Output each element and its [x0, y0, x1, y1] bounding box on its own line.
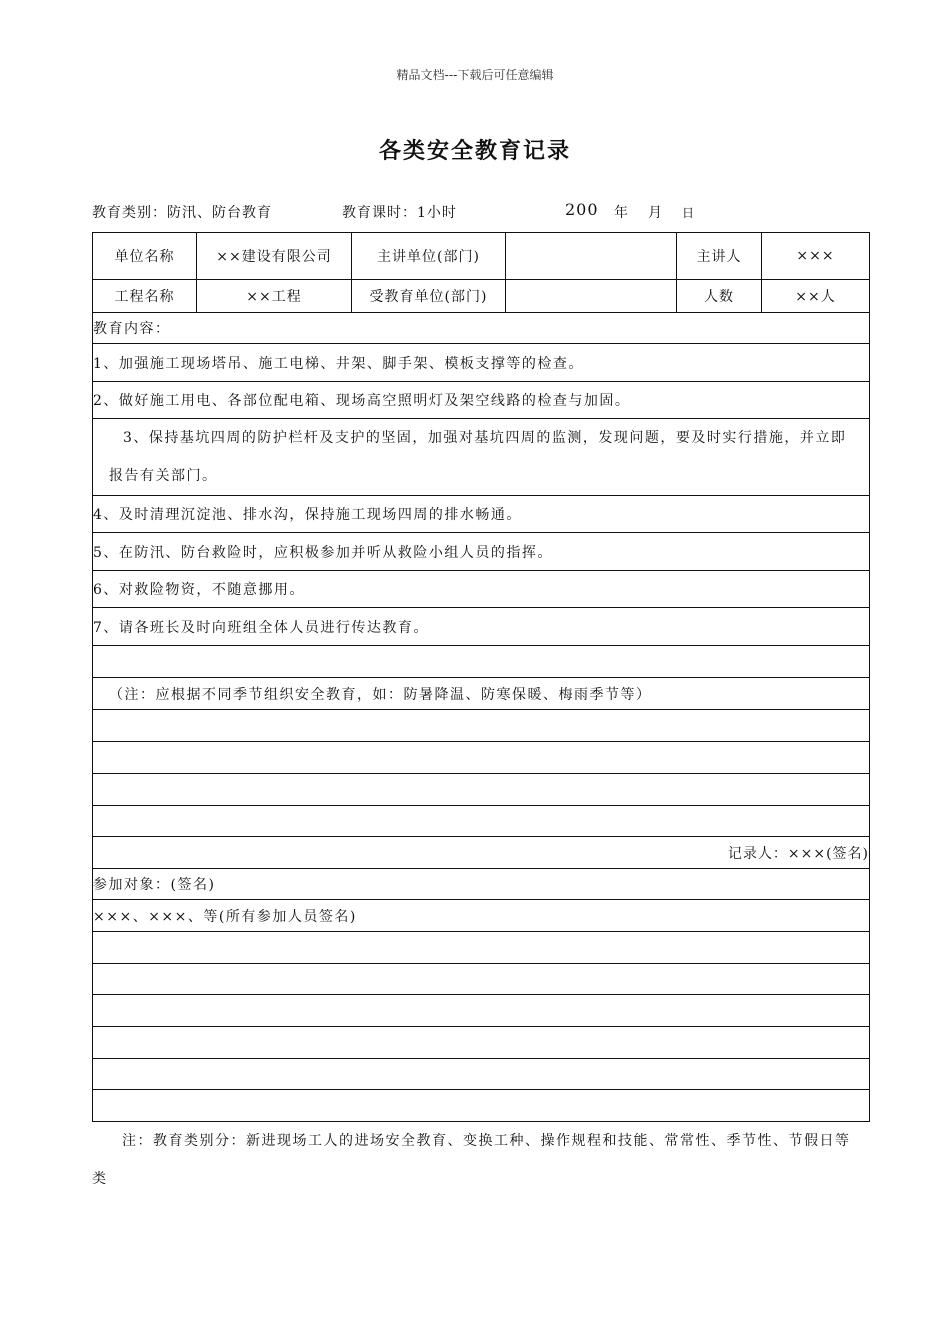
- table-row: [93, 806, 870, 837]
- table-row: [93, 608, 870, 646]
- blank-cell: [93, 646, 870, 678]
- content-item-3-cell: [93, 419, 870, 496]
- table-row: [93, 900, 870, 932]
- blank-cell: [93, 932, 870, 964]
- seasonal-note: （注：应根据不同季节组织安全教育，如：防暑降温、防寒保暖、梅雨季节等）: [93, 678, 870, 710]
- trainee-unit-label: 受教育单位(部门): [352, 280, 506, 313]
- content-item-6: 6、对救险物资，不随意挪用。: [93, 571, 870, 608]
- content-item-4: 4、及时清理沉淀池、排水沟，保持施工现场四周的排水畅通。: [93, 496, 870, 533]
- participants-label: 参加对象：(签名): [93, 869, 870, 900]
- blank-cell: [93, 1027, 870, 1059]
- content-item-3: 3、保持基坑四周的防护栏杆及支护的坚固，加强对基坑四周的监测，发现问题，要及时实行措施，并立即报告有关部门。: [109, 430, 847, 484]
- table-row: [93, 742, 870, 774]
- blank-cell: [93, 710, 870, 742]
- blank-cell: [93, 1090, 870, 1122]
- blank-cell: [93, 995, 870, 1027]
- lecturer-value: ×××: [762, 233, 870, 280]
- trainee-unit-value: [506, 280, 677, 313]
- table-row: [93, 344, 870, 382]
- document-title: 各类安全教育记录: [378, 138, 571, 164]
- table-row: [93, 837, 870, 869]
- unit-name-label: 单位名称: [93, 233, 197, 280]
- content-item-1: 1、加强施工现场塔吊、施工电梯、井架、脚手架、模板支撑等的检查。: [93, 344, 870, 382]
- table-row: [93, 496, 870, 533]
- meta-line: [92, 200, 872, 224]
- date-month-label: 月: [648, 205, 663, 221]
- footnote: [92, 1122, 862, 1198]
- header-note: 精品文档---下载后可任意编辑: [396, 68, 554, 82]
- table-row: [93, 710, 870, 742]
- content-item-7: 7、请各班长及时向班组全体人员进行传达教育。: [93, 608, 870, 646]
- date-day-label: 日: [682, 206, 696, 220]
- table-row: [93, 313, 870, 344]
- table-row: [93, 774, 870, 806]
- unit-name-value: ××建设有限公司: [197, 233, 352, 280]
- table-row: [93, 382, 870, 419]
- recorder-signature: 记录人：×××(签名): [93, 837, 870, 869]
- date-year: 200: [565, 200, 599, 219]
- blank-cell: [93, 774, 870, 806]
- project-name-label: 工程名称: [93, 280, 197, 313]
- table-row: [93, 869, 870, 900]
- table-row: [93, 964, 870, 995]
- table-row: [93, 233, 870, 280]
- headcount-value: ××人: [762, 280, 870, 313]
- blank-cell: [93, 806, 870, 837]
- table-row: [93, 419, 870, 496]
- lecturer-label: 主讲人: [677, 233, 762, 280]
- content-item-5: 5、在防汛、防台救险时，应积极参加并听从救险小组人员的指挥。: [93, 533, 870, 571]
- education-category: 教育类别：防汛、防台教育: [92, 205, 272, 221]
- blank-cell: [93, 742, 870, 774]
- table-row: [93, 1090, 870, 1122]
- lecturer-unit-label: 主讲单位(部门): [352, 233, 506, 280]
- blank-cell: [93, 1059, 870, 1090]
- footnote-text: 注：教育类别分：新进现场工人的进场安全教育、变换工种、操作规程和技能、常常性、季节性、节假日等类: [92, 1133, 851, 1187]
- table-row: [93, 1059, 870, 1090]
- content-item-2: 2、做好施工用电、各部位配电箱、现场高空照明灯及架空线路的检查与加固。: [93, 382, 870, 419]
- table-row: [93, 571, 870, 608]
- table-row: [93, 932, 870, 964]
- table-row: [93, 1027, 870, 1059]
- blank-cell: [93, 964, 870, 995]
- table-row: [93, 995, 870, 1027]
- table-row: [93, 280, 870, 313]
- record-table: [92, 232, 870, 1122]
- participants-signatures: ×××、×××、等(所有参加人员签名): [93, 900, 870, 932]
- project-name-value: ××工程: [197, 280, 352, 313]
- lecturer-unit-value: [506, 233, 677, 280]
- table-row: [93, 678, 870, 710]
- headcount-label: 人数: [677, 280, 762, 313]
- table-row: [93, 533, 870, 571]
- education-hours: 教育课时：1小时: [342, 205, 457, 221]
- table-row: [93, 646, 870, 678]
- date-year-label: 年: [614, 205, 629, 221]
- content-label: 教育内容：: [93, 313, 870, 344]
